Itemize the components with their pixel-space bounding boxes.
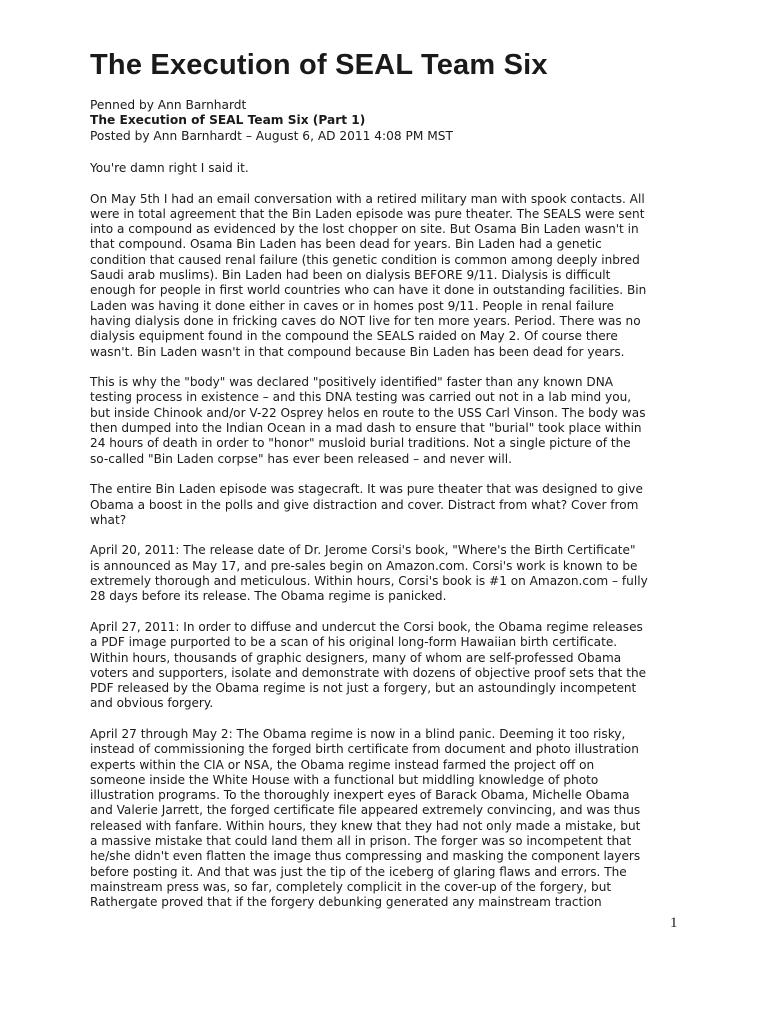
- paragraph: [90, 620, 682, 712]
- posted-line: Posted by Ann Barnhardt – August 6, AD 2011 4:08 PM MST: [90, 128, 453, 143]
- text-line: Saudi arab muslims). Bin Laden had been on dialysis BEFORE 9/11. Dialysis is difficult: [90, 268, 611, 283]
- text-line: having dialysis done in fricking caves do NOT live for ten more years. Period. There was no: [90, 313, 641, 328]
- text-line: experts within the CIA or NSA, the Obama regime instead farmed the project off on: [90, 757, 595, 772]
- paragraph: [90, 375, 682, 467]
- text-line: released with fanfare. Within hours, they knew that they had not only made a mistake, but: [90, 818, 641, 833]
- paragraph: [90, 482, 682, 528]
- text-line: instead of commissioning the forged birth certificate from document and photo illustration: [90, 742, 639, 757]
- text-line: and Valerie Jarrett, the forged certificate file appeared extremely convincing, and was thus: [90, 803, 641, 818]
- text-line: You're damn right I said it.: [90, 161, 249, 175]
- article-meta: [90, 98, 690, 144]
- paragraph: [90, 192, 682, 360]
- text-line: PDF released by the Obama regime is not just a forgery, but an astoundingly incompetent: [90, 681, 637, 696]
- text-line: On May 5th I had an email conversation with a retired military man with spook contacts. All: [90, 191, 645, 206]
- text-line: enough for people in first world countries who can have it done in outstanding facilities. Bin: [90, 283, 647, 298]
- text-line: but inside Chinook and/or V-22 Osprey helos en route to the USS Carl Vinson. The body was: [90, 405, 646, 420]
- text-line: were in total agreement that the Bin Laden episode was pure theater. The SEALS were sent: [90, 206, 645, 221]
- text-line: into a compound as evidenced by the lost chopper on site. But Osama Bin Laden wasn't in: [90, 222, 639, 237]
- text-line: April 27 through May 2: The Obama regime is now in a blind panic. Deeming it too risky,: [90, 726, 626, 741]
- text-line: then dumped into the Indian Ocean in a mad dash to ensure that "burial" took place within: [90, 421, 642, 436]
- text-line: 28 days before its release. The Obama regime is panicked.: [90, 589, 447, 604]
- text-line: Obama a boost in the polls and give distraction and cover. Distract from what? Cover from: [90, 497, 639, 512]
- article-body: [90, 161, 682, 926]
- text-line: April 27, 2011: In order to diffuse and undercut the Corsi book, the Obama regime releases: [90, 619, 643, 634]
- text-line: mainstream press was, so far, completely complicit in the cover-up of the forgery, but: [90, 879, 612, 894]
- text-line: so-called "Bin Laden corpse" has ever been released – and never will.: [90, 451, 512, 466]
- text-line: 24 hours of death in order to "honor" musloid burial traditions. Not a single picture of the: [90, 436, 631, 451]
- text-line: that compound. Osama Bin Laden has been dead for years. Bin Laden had a genetic: [90, 237, 602, 252]
- text-line: he/she didn't even flatten the image thus compressing and masking the component layers: [90, 849, 641, 864]
- text-line: voters and supporters, isolate and demonstrate with dozens of objective proof sets that the: [90, 665, 647, 680]
- text-line: testing process in existence – and this DNA testing was carried out not in a lab mind you,: [90, 390, 632, 405]
- text-line: The entire Bin Laden episode was stagecraft. It was pure theater that was designed to give: [90, 482, 643, 497]
- text-line: Laden was having it done either in caves or in homes post 9/11. People in renal failure: [90, 298, 614, 313]
- text-line: extremely thorough and meticulous. Within hours, Corsi's book is #1 on Amazon.com – fully: [90, 574, 648, 589]
- text-line: April 20, 2011: The release date of Dr. Jerome Corsi's book, "Where's the Birth Certificate": [90, 543, 636, 558]
- text-line: dialysis equipment found in the compound the SEALS raided on May 2. Of course there: [90, 329, 618, 344]
- text-line: and obvious forgery.: [90, 696, 214, 711]
- paragraph: [90, 727, 682, 911]
- text-line: condition that caused renal failure (this genetic condition is common among deeply inbred: [90, 252, 640, 267]
- text-line: illustration programs. To the thoroughly inexpert eyes of Barack Obama, Michelle Obama: [90, 788, 630, 803]
- paragraph: [90, 543, 682, 604]
- text-line: a massive mistake that could land them all in prison. The forger was so incompetent that: [90, 834, 632, 849]
- text-line: before posting it. And that was just the tip of the iceberg of glaring flaws and errors. The: [90, 864, 627, 879]
- text-line: a PDF image purported to be a scan of his original long-form Hawaiian birth certificate.: [90, 635, 618, 650]
- text-line: Rathergate proved that if the forgery debunking generated any mainstream traction: [90, 895, 602, 910]
- paragraph: [90, 161, 682, 176]
- text-line: Within hours, thousands of graphic designers, many of whom are self-professed Obama: [90, 650, 622, 665]
- page-title: The Execution of SEAL Team Six: [90, 49, 548, 81]
- byline: Penned by Ann Barnhardt: [90, 98, 247, 112]
- page-number: 1: [670, 915, 678, 931]
- article-subtitle: The Execution of SEAL Team Six (Part 1): [90, 113, 366, 128]
- text-line: wasn't. Bin Laden wasn't in that compound because Bin Laden has been dead for years.: [90, 344, 625, 359]
- text-line: what?: [90, 512, 127, 527]
- text-line: This is why the "body" was declared "positively identified" faster than any known DNA: [90, 375, 614, 390]
- text-line: someone inside the White House with a functional but middling knowledge of photo: [90, 772, 599, 787]
- text-line: is announced as May 17, and pre-sales begin on Amazon.com. Corsi's work is known to be: [90, 558, 638, 573]
